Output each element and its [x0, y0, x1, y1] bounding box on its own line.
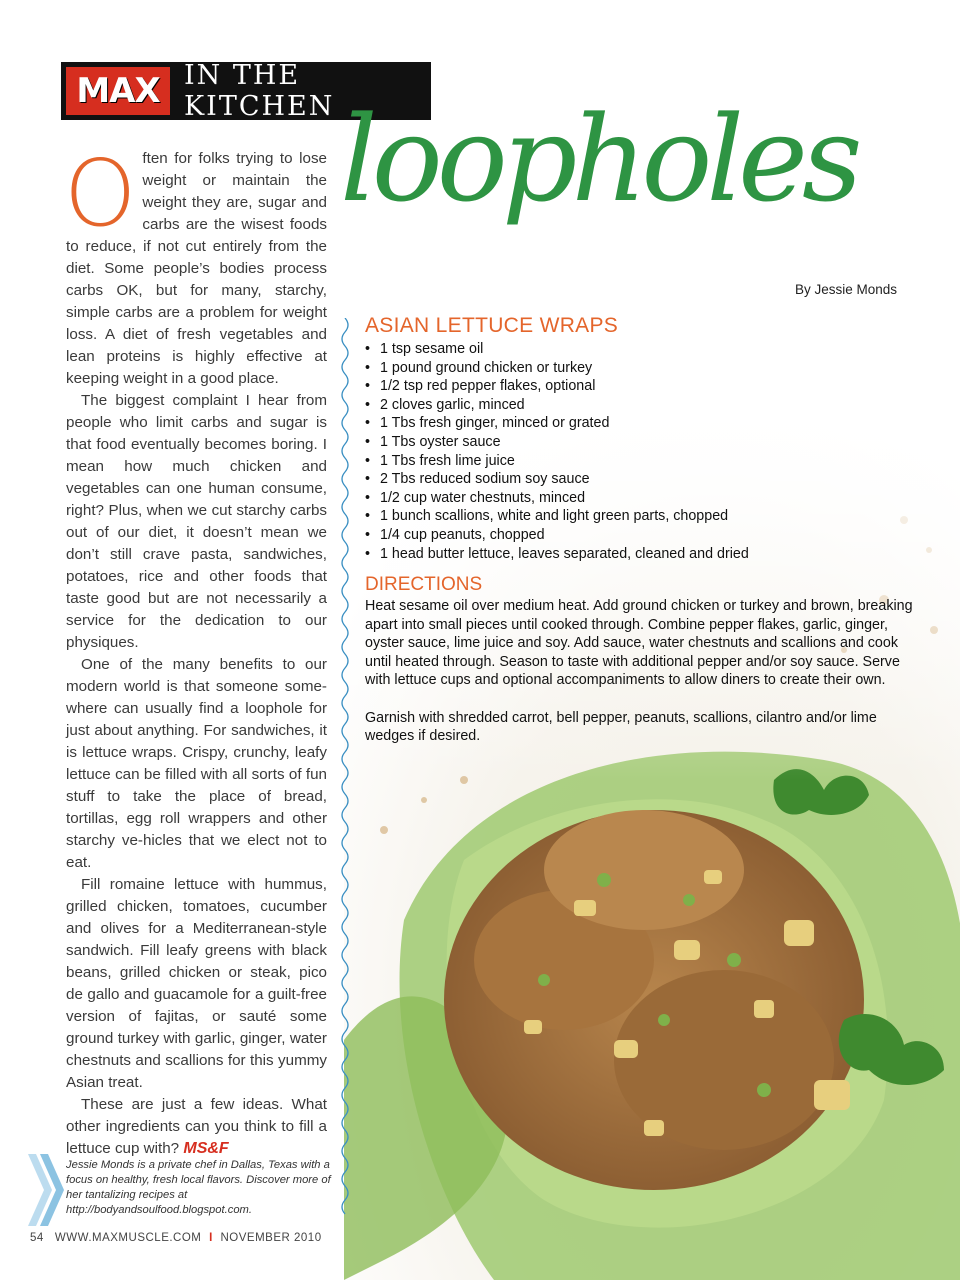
article-headline: loopholes	[340, 90, 857, 228]
article-paragraph: Fill romaine lettuce with hummus, grilled chicken, tomatoes, cucumber and olives for a Mediterranean-style sandwich. Fill leafy greens with black beans, grilled chicken or steak, pico de gallo and guacamole for a guilt-free version of fajitas, or sauté some ground turkey with garlic, ginger, water chestnuts and scallions for this yummy Asian treat.	[66, 876, 327, 1091]
footer-issue: NOVEMBER 2010	[220, 1232, 322, 1244]
page-number: 54	[30, 1232, 44, 1244]
ingredient-item: • 2 cloves garlic, minced	[365, 396, 749, 415]
directions-body	[365, 597, 925, 764]
recipe-title: ASIAN LETTUCE WRAPS	[365, 314, 619, 337]
ingredient-list	[365, 340, 749, 563]
chevron-right-icon	[26, 1150, 66, 1230]
ingredient-item: • 2 Tbs reduced sodium soy sauce	[365, 470, 749, 489]
article-paragraph: These are just a few ideas. What other ingredients can you think to fill a lettuce cup with? MS&F	[66, 1096, 327, 1157]
ingredient-item: • 1 pound ground chicken or turkey	[365, 359, 749, 378]
directions-heading: DIRECTIONS	[365, 574, 483, 595]
ingredient-item: • 1 Tbs fresh lime juice	[365, 452, 749, 471]
ingredient-item: • 1 Tbs fresh ginger, minced or grated	[365, 414, 749, 433]
article-paragraph: One of the many benefits to our modern world is that someone some-where can usually find a loophole for just about anything. For sandwiches, it is lettuce wraps. Crispy, crunchy, leafy lettuce can be filled with all sorts of fun stuff to take the place of bread, tortillas, egg roll wrappers and other starchy ve-hicles that we elect not to eat.	[66, 656, 327, 871]
article-paragraph: Often for folks trying to lose weight or maintain the weight they are, sugar and carbs are the wisest foods to reduce, if not cut entirely from the diet. Some people’s bodies process carbs OK, but for many, starchy, simple carbs are a problem for weight loss. A diet of fresh vegetables and lean proteins is highly effective at keeping weight in a good place.	[64, 140, 327, 387]
byline: By Jessie Monds	[795, 282, 898, 297]
footer-website: WWW.MAXMUSCLE.COM	[54, 1232, 202, 1244]
drop-cap: O	[64, 140, 137, 247]
ingredient-item: • 1 Tbs oyster sauce	[365, 433, 749, 452]
article-paragraph: The biggest complaint I hear from people who limit carbs and sugar is that food eventually becomes boring. I mean how much chicken and vegetables can one human consume, right? Plus, when we cut starchy carbs out of our diet, it doesn’t mean we don’t still crave pasta, sandwiches, potatoes, rice and other foods that taste good but are not necessarily a service for the dedication to our physiques.	[66, 392, 327, 651]
ingredient-item: • 1/2 tsp red pepper flakes, optional	[365, 377, 749, 396]
author-bio: Jessie Monds is a private chef in Dallas, Texas with a focus on healthy, fresh local flavors. Discover more of her tantalizing recipes at http://bodyandsoulfood.blogspot.com.	[66, 1159, 331, 1216]
article-body	[64, 140, 327, 1160]
ingredient-item: • 1 bunch scallions, white and light green parts, chopped	[365, 507, 749, 526]
directions-paragraph: Garnish with shredded carrot, bell pepper, peanuts, scallions, cilantro and/or lime wedges if desired.	[365, 709, 877, 745]
page-footer	[30, 1232, 322, 1244]
brand-logo: MAX	[66, 67, 170, 115]
ingredient-item: • 1/4 cup peanuts, chopped	[365, 526, 749, 545]
ingredient-item: • 1/2 cup water chestnuts, minced	[365, 489, 749, 508]
signoff-logo: MS&F	[183, 1140, 229, 1157]
ingredient-item: • 1 tsp sesame oil	[365, 340, 749, 359]
footer-separator: I	[209, 1232, 213, 1244]
wavy-divider	[338, 318, 352, 1218]
directions-paragraph: Heat sesame oil over medium heat. Add ground chicken or turkey and brown, breaking apart into small pieces until cooked through. Combine pepper flakes, garlic, ginger, oyster sauce, lime juice and soy. Add sauce, water chestnuts and scallions and cook until heated through. Season to taste with additional pepper and/or soy sauce. Serve with lettuce cups and optional accompaniments to allow diners to create their own.	[365, 598, 913, 689]
section-title: IN THE KITCHEN	[184, 60, 335, 122]
ingredient-item: • 1 head butter lettuce, leaves separated, cleaned and dried	[365, 545, 749, 564]
